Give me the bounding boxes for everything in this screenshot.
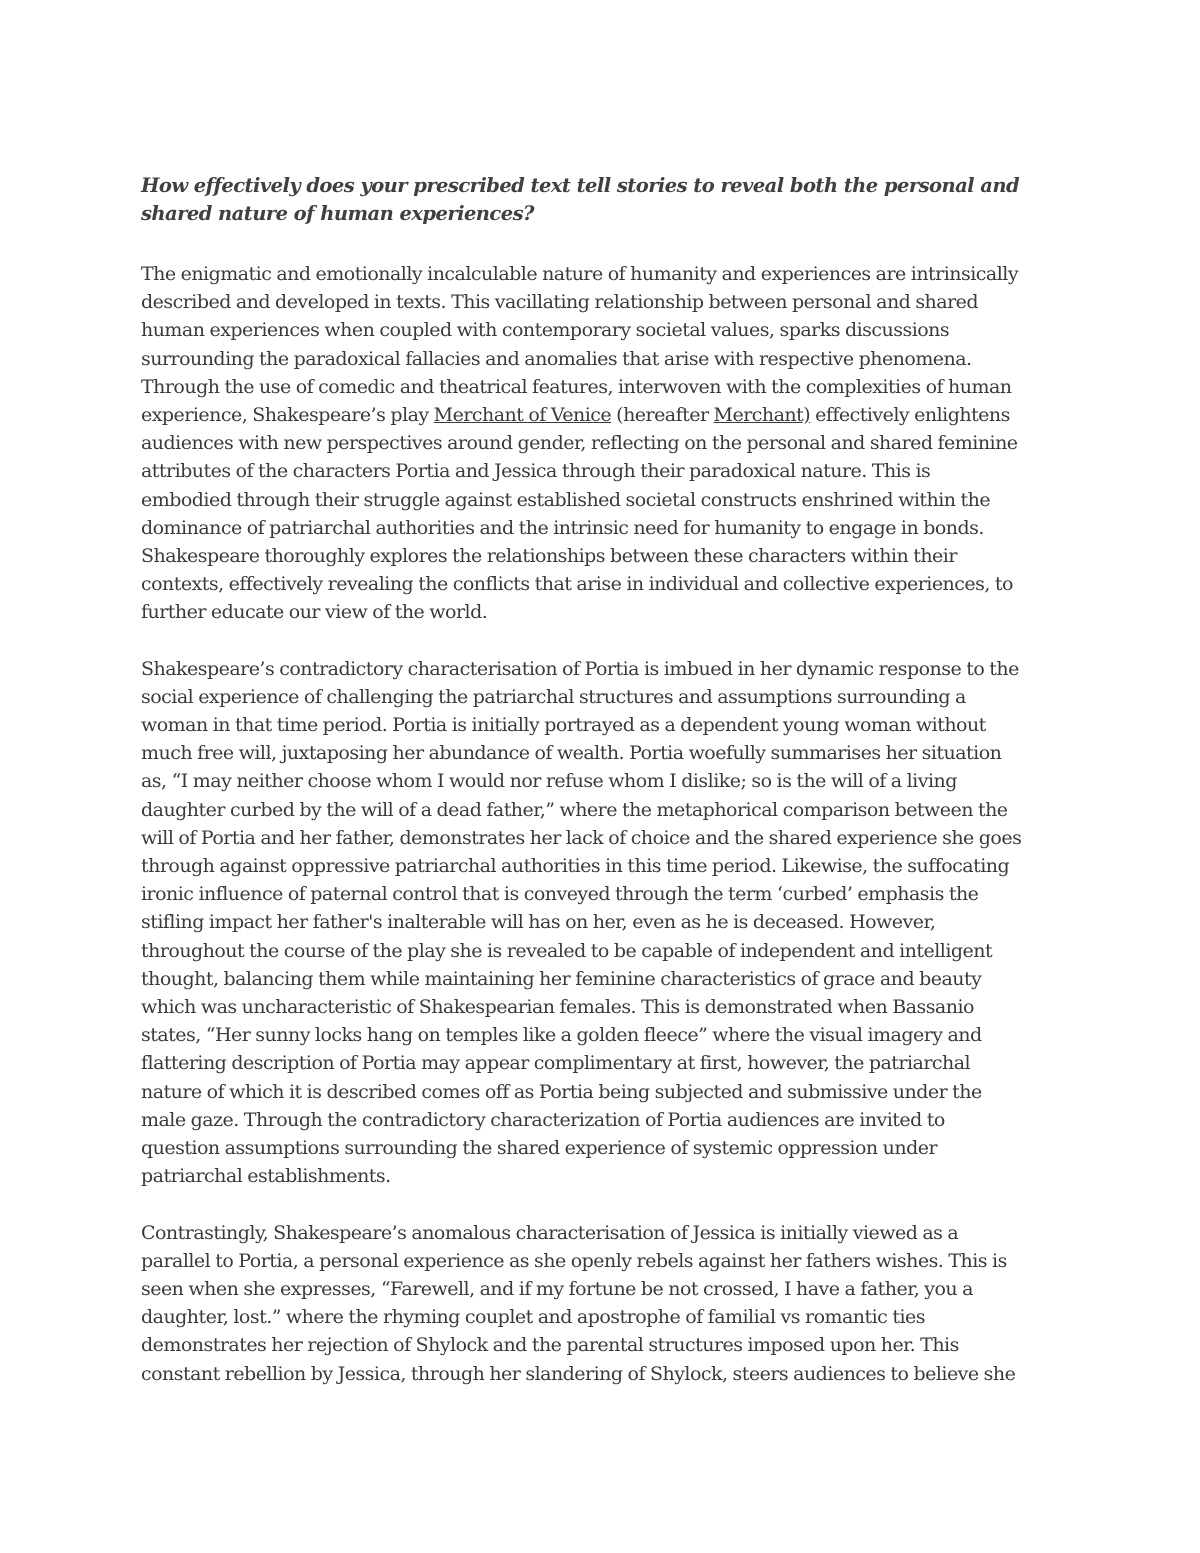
text-line: constant rebellion by Jessica, through her slandering of Shylock, steers audiences to believe she [141,1362,1016,1385]
portia-paragraph [141,655,1066,1191]
text-line: through against oppressive patriarchal authorities in this time period. Likewise, the suffocating [141,855,1010,878]
text-line: parallel to Portia, a personal experience as she openly rebels against her fathers wishes. This is [141,1249,1007,1272]
text-line: dominance of patriarchal authorities and the intrinsic need for humanity to engage in bonds. [141,516,984,539]
text-line: Contrastingly, Shakespeare’s anomalous characterisation of Jessica is initially viewed as a [141,1221,959,1244]
text-line: daughter curbed by the will of a dead father,” where the metaphorical comparison between the [141,798,1008,821]
jessica-paragraph [141,1219,1066,1388]
text-line: described and developed in texts. This vacillating relationship between personal and shared [141,291,979,314]
text-line: woman in that time period. Portia is initially portrayed as a dependent young woman without [141,714,986,737]
text-line: seen when she expresses, “Farewell, and if my fortune be not crossed, I have a father, you a [141,1277,973,1300]
text-line: Shakespeare’s contradictory characterisation of Portia is imbued in her dynamic response to the [141,657,1019,680]
text-line: human experiences when coupled with contemporary societal values, sparks discussions [141,319,950,342]
text-line: Through the use of comedic and theatrical features, interwoven with the complexities of human [141,375,1012,398]
text-line: as, “I may neither choose whom I would nor refuse whom I dislike; so is the will of a living [141,770,957,793]
text-line: further educate our view of the world. [141,601,488,624]
text-line: much free will, juxtaposing her abundance of wealth. Portia woefully summarises her situation [141,742,1002,765]
play-title: Merchant of Venice [433,404,612,427]
text-line: contexts, effectively revealing the conflicts that arise in individual and collective experiences, to [141,573,1013,596]
text-line: male gaze. Through the contradictory characterization of Portia audiences are invited to [141,1108,945,1131]
text-line: states, “Her sunny locks hang on temples like a golden fleece” where the visual imagery and [141,1024,982,1047]
text-line: thought, balancing them while maintaining her feminine characteristics of grace and beauty [141,967,982,990]
play-short-title: Merchant) [713,404,811,427]
text-line: social experience of challenging the patriarchal structures and assumptions surrounding a [141,685,966,708]
text-line: flattering description of Portia may appear complimentary at first, however, the patriarchal [141,1052,971,1075]
text-line: will of Portia and her father, demonstrates her lack of choice and the shared experience she goes [141,826,1022,849]
text-line: daughter, lost.” where the rhyming couplet and apostrophe of familial vs romantic ties [141,1306,925,1329]
text-line: throughout the course of the play she is revealed to be capable of independent and intelligent [141,939,993,962]
text-line: embodied through their struggle against established societal constructs enshrined within the [141,488,991,511]
document-body [141,172,1066,1388]
text-fragment: effectively enlightens [810,404,1010,427]
text-line: The enigmatic and emotionally incalculable nature of humanity and experiences are intrinsically [141,263,1019,285]
text-line [141,401,1066,429]
text-line: ironic influence of paternal control that is conveyed through the term ‘curbed’ emphasis the [141,883,979,906]
text-fragment: (hereafter [611,404,714,427]
text-line: surrounding the paradoxical fallacies and anomalies that arise with respective phenomena. [141,347,972,370]
text-line: attributes of the characters Portia and Jessica through their paradoxical nature. This is [141,460,931,483]
text-line: audiences with new perspectives around gender, reflecting on the personal and shared feminine [141,432,1018,455]
text-line: demonstrates her rejection of Shylock and the parental structures imposed upon her. This [141,1334,959,1357]
text-line: stifling impact her father's inalterable will has on her, even as he is deceased. However, [141,911,936,934]
text-line: which was uncharacteristic of Shakespearian females. This is demonstrated when Bassanio [141,996,974,1019]
text-line: question assumptions surrounding the shared experience of systemic oppression under [141,1137,938,1160]
question-line: How effectively does your prescribed text tell stories to reveal both the personal and [141,174,1020,197]
text-line: Shakespeare thoroughly explores the relationships between these characters within their [141,545,957,568]
essay-question [141,172,1066,228]
text-line: patriarchal establishments. [141,1165,391,1188]
introduction-paragraph [141,260,1066,627]
question-line: shared nature of human experiences? [141,202,534,225]
text-fragment: experience, Shakespeare’s play [141,404,434,427]
text-line: nature of which it is described comes off as Portia being subjected and submissive under the [141,1080,982,1103]
